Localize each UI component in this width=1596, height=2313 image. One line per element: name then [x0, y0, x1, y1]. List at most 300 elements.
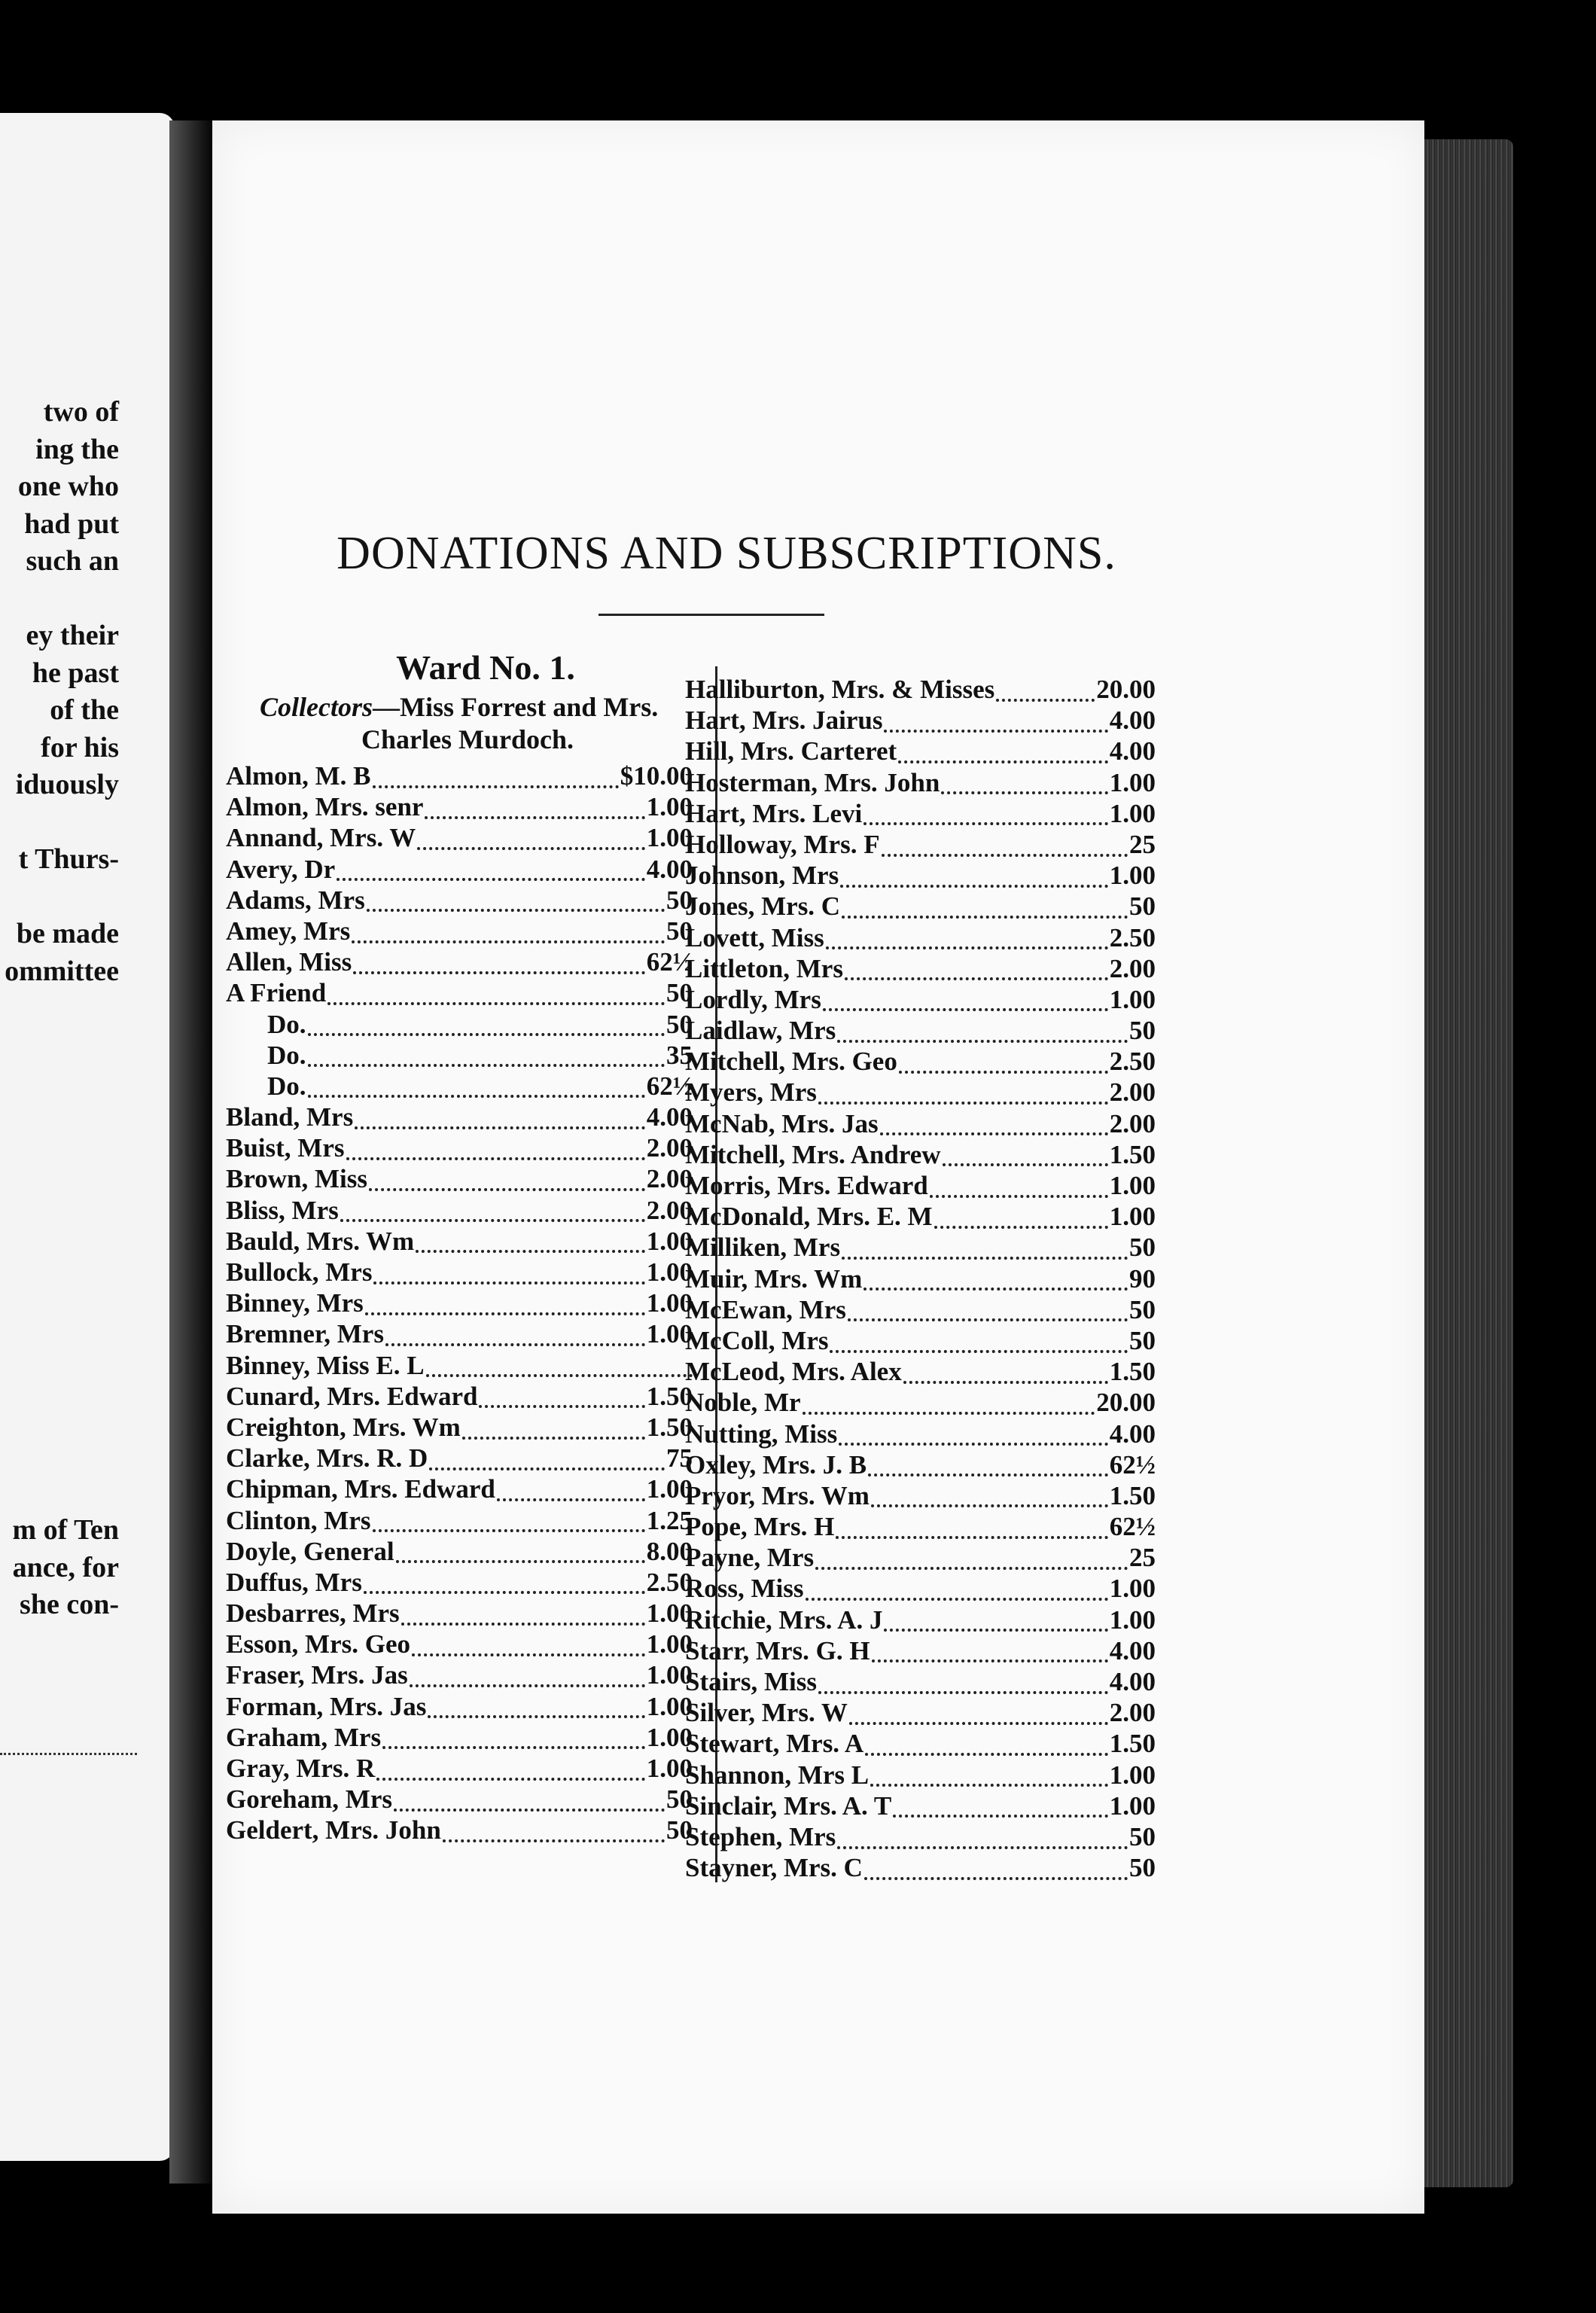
donor-entry: [226, 1784, 693, 1815]
donor-name: Shannon, Mrs L: [685, 1760, 870, 1790]
donation-amount: 1.00: [646, 1319, 693, 1349]
donor-entry: [685, 1852, 1156, 1883]
left-page-dotted-rule: [0, 1753, 137, 1755]
donor-name: Lordly, Mrs: [685, 984, 821, 1014]
leader-dots: [308, 1055, 665, 1067]
donor-entry: [685, 1604, 1156, 1635]
donation-amount: 1.50: [1109, 1729, 1156, 1759]
donation-amount: 1.50: [1109, 1139, 1156, 1169]
donor-entry: [685, 1635, 1156, 1666]
donation-amount: 2.00: [1109, 1698, 1156, 1728]
donor-entry: [685, 1387, 1156, 1418]
title-rule: [598, 614, 824, 616]
donor-entry: [685, 1480, 1156, 1511]
donation-amount: 50: [1129, 1821, 1156, 1851]
donation-amount: 2.50: [646, 1567, 693, 1597]
leader-dots: [868, 1464, 1108, 1476]
donor-entry: [685, 705, 1156, 736]
left-page-text-line: iduously: [15, 769, 119, 800]
donor-entry: [226, 1163, 693, 1194]
leader-dots: [308, 1024, 665, 1036]
donation-amount: 1.00: [646, 792, 693, 822]
donation-amount: 1.00: [1109, 1574, 1156, 1604]
donation-amount: 4.00: [646, 1102, 693, 1132]
donation-amount: 1.50: [646, 1412, 693, 1442]
donation-amount: 1.50: [646, 1381, 693, 1411]
donation-amount: 1.00: [1109, 1790, 1156, 1821]
leader-dots: [934, 1217, 1108, 1229]
donation-amount: 62½: [1109, 1449, 1156, 1480]
donor-name: Almon, Mrs. senr: [226, 792, 424, 822]
donation-amount: 1.00: [646, 1226, 693, 1256]
donor-entry: [685, 922, 1156, 953]
left-facing-page: [0, 113, 175, 2161]
left-page-text-line: be made: [16, 918, 119, 949]
donor-name: Cunard, Mrs. Edward: [226, 1381, 478, 1411]
leader-dots: [327, 993, 665, 1005]
donor-entry: [226, 1753, 693, 1784]
donor-entry: [685, 1760, 1156, 1790]
leader-dots: [930, 1186, 1108, 1198]
donation-amount: 4.00: [1109, 705, 1156, 736]
leader-dots: [941, 782, 1107, 794]
donation-amount: 50: [666, 885, 693, 915]
donor-entry: [226, 1815, 693, 1845]
leader-dots: [337, 869, 645, 881]
donor-name: Gray, Mrs. R: [226, 1754, 376, 1783]
donor-entry: [226, 1629, 693, 1659]
left-page-text-line: she con-: [20, 1589, 119, 1620]
leader-dots: [410, 1675, 645, 1687]
leader-dots: [364, 1582, 645, 1594]
leader-dots: [429, 1458, 665, 1470]
donation-amount: 1.00: [646, 1474, 693, 1504]
right-donor-list: [685, 674, 1156, 1883]
donor-name: Duffus, Mrs: [226, 1567, 362, 1597]
donor-entry: [226, 1412, 693, 1443]
donor-entry: [685, 1015, 1156, 1046]
collectors-names-line2: Charles Murdoch.: [361, 724, 574, 754]
leader-dots: [884, 1620, 1107, 1632]
donor-name: Adams, Mrs: [226, 885, 365, 915]
donation-amount: 1.00: [646, 1257, 693, 1287]
donor-entry: [685, 1294, 1156, 1325]
donor-name: Clinton, Mrs: [226, 1505, 371, 1535]
donor-name: Do.: [267, 1009, 306, 1039]
donation-amount: 50: [1129, 1325, 1156, 1355]
donation-amount: 1.00: [646, 823, 693, 853]
leader-dots: [818, 1093, 1108, 1105]
donation-amount: 2.00: [646, 1195, 693, 1225]
donation-amount: 4.00: [1109, 1667, 1156, 1696]
leader-dots: [385, 1334, 645, 1346]
leader-dots: [871, 1495, 1108, 1507]
donor-entry: [226, 1318, 693, 1349]
book-gutter-shadow: [169, 120, 215, 2183]
leader-dots: [443, 1830, 665, 1842]
donor-entry: [685, 1573, 1156, 1604]
donor-name: Clarke, Mrs. R. D: [226, 1443, 428, 1473]
donor-name: Silver, Mrs. W: [685, 1698, 848, 1728]
leader-dots: [863, 813, 1108, 825]
donor-entry: [226, 1071, 693, 1102]
donor-name: Stephen, Mrs: [685, 1821, 836, 1851]
leader-dots: [836, 1527, 1107, 1539]
leader-dots: [394, 1800, 665, 1812]
donor-name: A Friend: [226, 978, 327, 1008]
leader-dots: [401, 1614, 645, 1626]
donor-name: Buist, Mrs: [226, 1133, 345, 1163]
donor-entry: [226, 760, 693, 791]
donation-amount: 2.50: [1109, 1047, 1156, 1077]
donation-amount: 1.00: [646, 1629, 693, 1659]
donation-amount: 2.00: [1109, 1108, 1156, 1138]
donor-name: Creighton, Mrs. Wm: [226, 1412, 461, 1442]
donor-entry: [226, 854, 693, 885]
leader-dots: [943, 1154, 1108, 1166]
donor-entry: [226, 1659, 693, 1690]
donor-entry: [226, 1257, 693, 1288]
leader-dots: [872, 1650, 1108, 1662]
leader-dots: [376, 1769, 644, 1781]
donation-amount: 2.00: [646, 1164, 693, 1194]
donor-name: Brown, Miss: [226, 1164, 367, 1194]
donor-name: Pope, Mrs. H: [685, 1512, 835, 1542]
leader-dots: [849, 1713, 1108, 1725]
donor-name: Stairs, Miss: [685, 1667, 817, 1696]
donor-name: Hart, Mrs. Jairus: [685, 705, 883, 736]
donor-entry: [226, 1288, 693, 1318]
leader-dots: [815, 1558, 1128, 1570]
donor-name: Amey, Mrs: [226, 916, 351, 946]
donor-name: Bremner, Mrs: [226, 1319, 384, 1349]
donation-amount: 1.00: [1109, 1604, 1156, 1635]
donor-name: Myers, Mrs: [685, 1077, 817, 1108]
donor-entry: [226, 791, 693, 822]
donor-entry: [685, 1821, 1156, 1852]
leader-dots: [417, 838, 645, 850]
donation-amount: 20.00: [1096, 1388, 1156, 1418]
donation-amount: 4.00: [1109, 1419, 1156, 1449]
leader-dots: [803, 1403, 1095, 1415]
donation-amount: 50: [666, 1815, 693, 1845]
leader-dots: [893, 1806, 1108, 1818]
donor-name: Geldert, Mrs. John: [226, 1815, 441, 1845]
leader-dots: [837, 1837, 1128, 1849]
leader-dots: [880, 1123, 1108, 1135]
donor-entry: [226, 1443, 693, 1473]
donor-entry: [226, 1567, 693, 1598]
donor-name: Bland, Mrs: [226, 1102, 354, 1132]
donor-entry: [685, 674, 1156, 705]
donor-entry: [685, 984, 1156, 1015]
donor-entry: [685, 736, 1156, 766]
donor-entry: [226, 1473, 693, 1504]
donation-amount: 1.00: [1109, 798, 1156, 828]
donor-entry: [226, 1691, 693, 1722]
left-page-text-line: one who: [17, 471, 119, 502]
leader-dots: [870, 1775, 1108, 1787]
leader-dots: [428, 1706, 644, 1718]
donation-amount: 1.00: [1109, 984, 1156, 1014]
donor-name: McDonald, Mrs. E. M: [685, 1202, 933, 1232]
leader-dots: [346, 1148, 645, 1160]
donation-amount: 50: [666, 916, 693, 946]
leader-dots: [830, 1341, 1128, 1353]
donation-amount: 1.50: [1109, 1480, 1156, 1510]
leader-dots: [412, 1644, 645, 1656]
leader-dots: [373, 1520, 645, 1532]
leader-dots: [823, 999, 1108, 1011]
donor-entry: [685, 860, 1156, 891]
donor-name: Laidlaw, Mrs: [685, 1016, 836, 1046]
donor-name: Binney, Mrs: [226, 1288, 364, 1318]
left-donor-list: [226, 760, 693, 1846]
leader-dots: [903, 1372, 1108, 1384]
leader-dots: [373, 1272, 644, 1284]
left-page-text-line: for his: [41, 731, 119, 763]
donation-amount: 4.00: [1109, 736, 1156, 766]
donor-name: Milliken, Mrs: [685, 1233, 841, 1263]
donor-name: Holloway, Mrs. F: [685, 829, 880, 859]
donor-entry: [226, 1381, 693, 1412]
donation-amount: 62½: [1109, 1512, 1156, 1542]
left-page-text-line: he past: [32, 657, 119, 689]
donation-amount: 1.00: [1109, 1760, 1156, 1790]
donation-amount: 1.25: [646, 1505, 693, 1535]
donation-amount: 50: [1129, 1294, 1156, 1324]
donor-entry: [685, 1542, 1156, 1573]
donor-name: Oxley, Mrs. J. B: [685, 1449, 867, 1480]
donation-amount: 20.00: [1096, 675, 1156, 704]
donation-amount: 62½: [646, 1071, 693, 1101]
donor-entry: [226, 1195, 693, 1226]
donor-entry: [685, 798, 1156, 829]
donation-amount: 50: [666, 1784, 693, 1815]
donor-entry: [685, 1356, 1156, 1387]
donor-entry: [685, 1419, 1156, 1449]
donor-entry: [226, 1226, 693, 1257]
donor-entry: [685, 1790, 1156, 1821]
donation-amount: 4.00: [646, 854, 693, 884]
donor-name: Littleton, Mrs: [685, 953, 843, 983]
donor-name: Halliburton, Mrs. & Misses: [685, 675, 995, 704]
leader-dots: [355, 1117, 645, 1129]
leader-dots: [884, 721, 1107, 733]
left-page-text-line: ance, for: [12, 1551, 119, 1583]
leader-dots: [898, 751, 1108, 763]
leader-dots: [806, 1589, 1108, 1601]
donor-entry: [685, 1077, 1156, 1108]
donor-name: Starr, Mrs. G. H: [685, 1635, 870, 1665]
left-page-text-line: of the: [50, 694, 119, 726]
leader-dots: [369, 1179, 645, 1191]
donation-amount: 8.00: [646, 1536, 693, 1566]
page-title: DONATIONS AND SUBSCRIPTIONS.: [337, 528, 1116, 579]
donor-entry: [685, 1232, 1156, 1263]
donor-name: Fraser, Mrs. Jas: [226, 1660, 408, 1690]
donor-entry: [226, 1536, 693, 1567]
donor-name: Esson, Mrs. Geo: [226, 1629, 410, 1659]
donor-entry: [685, 1511, 1156, 1542]
donor-name: Noble, Mr: [685, 1388, 801, 1418]
leader-dots: [863, 1278, 1128, 1291]
donor-name: Jones, Mrs. C: [685, 891, 841, 922]
donation-amount: 2.00: [1109, 1077, 1156, 1108]
donor-entry: [226, 1009, 693, 1040]
donor-name: Binney, Miss E. L: [226, 1350, 425, 1380]
leader-dots: [996, 690, 1095, 702]
leader-dots: [462, 1428, 645, 1440]
donor-entry: [685, 1263, 1156, 1294]
donation-amount: 50: [666, 978, 693, 1008]
donor-entry: [685, 1697, 1156, 1728]
leader-dots: [416, 1241, 645, 1253]
left-page-text-line: had put: [24, 507, 119, 540]
donation-amount: 25: [1129, 1543, 1156, 1573]
donation-amount: $10.00: [620, 761, 693, 791]
donor-entry: [685, 1139, 1156, 1170]
donor-name: Hart, Mrs. Levi: [685, 798, 863, 828]
donor-entry: [226, 1132, 693, 1163]
donor-entry: [685, 1728, 1156, 1759]
donor-name: Nutting, Miss: [685, 1419, 838, 1449]
leader-dots: [365, 1303, 645, 1315]
book-page-edges: [1419, 139, 1513, 2187]
donor-entry: [685, 953, 1156, 984]
donor-name: Mitchell, Mrs. Geo: [685, 1047, 897, 1077]
donor-name: Mitchell, Mrs. Andrew: [685, 1139, 941, 1169]
leader-dots: [845, 968, 1108, 980]
donor-name: McColl, Mrs: [685, 1325, 829, 1355]
left-page-text-line: t Thurs-: [18, 843, 119, 875]
donor-name: McEwan, Mrs: [685, 1294, 846, 1324]
donor-entry: [226, 822, 693, 853]
donor-name: Annand, Mrs. W: [226, 823, 416, 853]
left-page-text-line: ey their: [26, 620, 119, 651]
donor-name: Allen, Miss: [226, 947, 352, 977]
donation-amount: 50: [1129, 1233, 1156, 1263]
leader-dots: [353, 962, 645, 974]
donation-amount: 1.00: [1109, 1202, 1156, 1232]
donation-amount: 50: [1129, 1853, 1156, 1883]
donor-name: Almon, M. B: [226, 761, 371, 791]
donor-name: Hosterman, Mrs. John: [685, 767, 940, 797]
donation-amount: 1.50: [1109, 1357, 1156, 1387]
donation-amount: 4.00: [1109, 1635, 1156, 1665]
donor-name: Johnson, Mrs: [685, 861, 839, 891]
leader-dots: [899, 1062, 1108, 1074]
donor-name: Stewart, Mrs. A: [685, 1729, 864, 1759]
leader-dots: [308, 1086, 645, 1098]
donor-entry: [685, 767, 1156, 798]
donor-entry: [685, 1108, 1156, 1139]
leader-dots: [497, 1489, 645, 1501]
donor-name: Goreham, Mrs: [226, 1784, 392, 1815]
leader-dots: [352, 931, 665, 943]
donor-entry: [685, 891, 1156, 922]
donor-entry: [685, 1201, 1156, 1232]
donor-name: Forman, Mrs. Jas: [226, 1691, 427, 1721]
donor-name: Ross, Miss: [685, 1574, 804, 1604]
donor-entry: [685, 1449, 1156, 1480]
left-page-text-line: ing the: [35, 433, 119, 465]
donation-amount: 1.00: [646, 1660, 693, 1690]
donor-entry: [685, 1666, 1156, 1697]
donor-name: Avery, Dr: [226, 854, 336, 884]
donor-name: Chipman, Mrs. Edward: [226, 1474, 495, 1504]
donor-entry: [685, 1170, 1156, 1201]
donor-name: Desbarres, Mrs: [226, 1598, 400, 1629]
leader-dots: [425, 807, 644, 819]
donor-entry: [685, 1325, 1156, 1356]
donation-amount: 2.00: [1109, 953, 1156, 983]
leader-dots: [864, 1868, 1128, 1880]
leader-dots: [818, 1682, 1108, 1694]
donation-amount: 62½: [646, 947, 693, 977]
donor-name: Do.: [267, 1071, 306, 1101]
leader-dots: [837, 1031, 1128, 1043]
leader-dots: [382, 1737, 645, 1749]
leader-dots: [839, 1434, 1108, 1446]
donor-name: Graham, Mrs: [226, 1722, 382, 1752]
left-page-text-line: ommittee: [5, 955, 119, 987]
donation-amount: 35: [666, 1040, 693, 1070]
collectors-names-line1: —Miss Forrest and Mrs.: [373, 692, 659, 722]
leader-dots: [367, 900, 665, 912]
donor-name: Morris, Mrs. Edward: [685, 1171, 928, 1200]
donation-amount: 2.00: [646, 1133, 693, 1163]
donor-name: Pryor, Mrs. Wm: [685, 1480, 870, 1510]
donor-entry: [226, 1350, 693, 1381]
donation-amount: 1.00: [1109, 861, 1156, 891]
donor-entry: [226, 1598, 693, 1629]
donor-entry: [226, 1722, 693, 1753]
leader-dots: [426, 1365, 693, 1377]
donation-amount: 1.00: [646, 1598, 693, 1629]
donor-name: Ritchie, Mrs. A. J: [685, 1604, 883, 1635]
donation-amount: 1.00: [1109, 1171, 1156, 1200]
donor-name: McLeod, Mrs. Alex: [685, 1357, 902, 1387]
leader-dots: [479, 1396, 644, 1408]
donor-name: Payne, Mrs: [685, 1543, 815, 1573]
donation-amount: 1.00: [646, 1722, 693, 1752]
donor-entry: [226, 977, 693, 1008]
donation-amount: 50: [1129, 891, 1156, 922]
donor-name: Do.: [267, 1040, 306, 1070]
donor-name: McNab, Mrs. Jas: [685, 1108, 879, 1138]
donor-entry: [226, 946, 693, 977]
donor-name: Hill, Mrs. Carteret: [685, 736, 897, 766]
collectors-line: [260, 691, 711, 756]
donation-amount: 25: [1129, 829, 1156, 859]
left-page-text-line: m of Ten: [12, 1514, 119, 1546]
donation-amount: 1.00: [1109, 767, 1156, 797]
donor-name: Muir, Mrs. Wm: [685, 1263, 863, 1294]
leader-dots: [848, 1309, 1128, 1321]
donor-entry: [226, 1505, 693, 1536]
donation-amount: 90: [1129, 1263, 1156, 1294]
ward-heading: Ward No. 1.: [396, 648, 575, 687]
leader-dots: [396, 1551, 645, 1563]
leader-dots: [882, 845, 1128, 857]
donor-entry: [226, 1040, 693, 1071]
donor-name: Bauld, Mrs. Wm: [226, 1226, 415, 1256]
leader-dots: [842, 1248, 1128, 1260]
donation-amount: 50: [1129, 1016, 1156, 1046]
donor-name: Sinclair, Mrs. A. T: [685, 1790, 892, 1821]
donor-entry: [685, 829, 1156, 860]
